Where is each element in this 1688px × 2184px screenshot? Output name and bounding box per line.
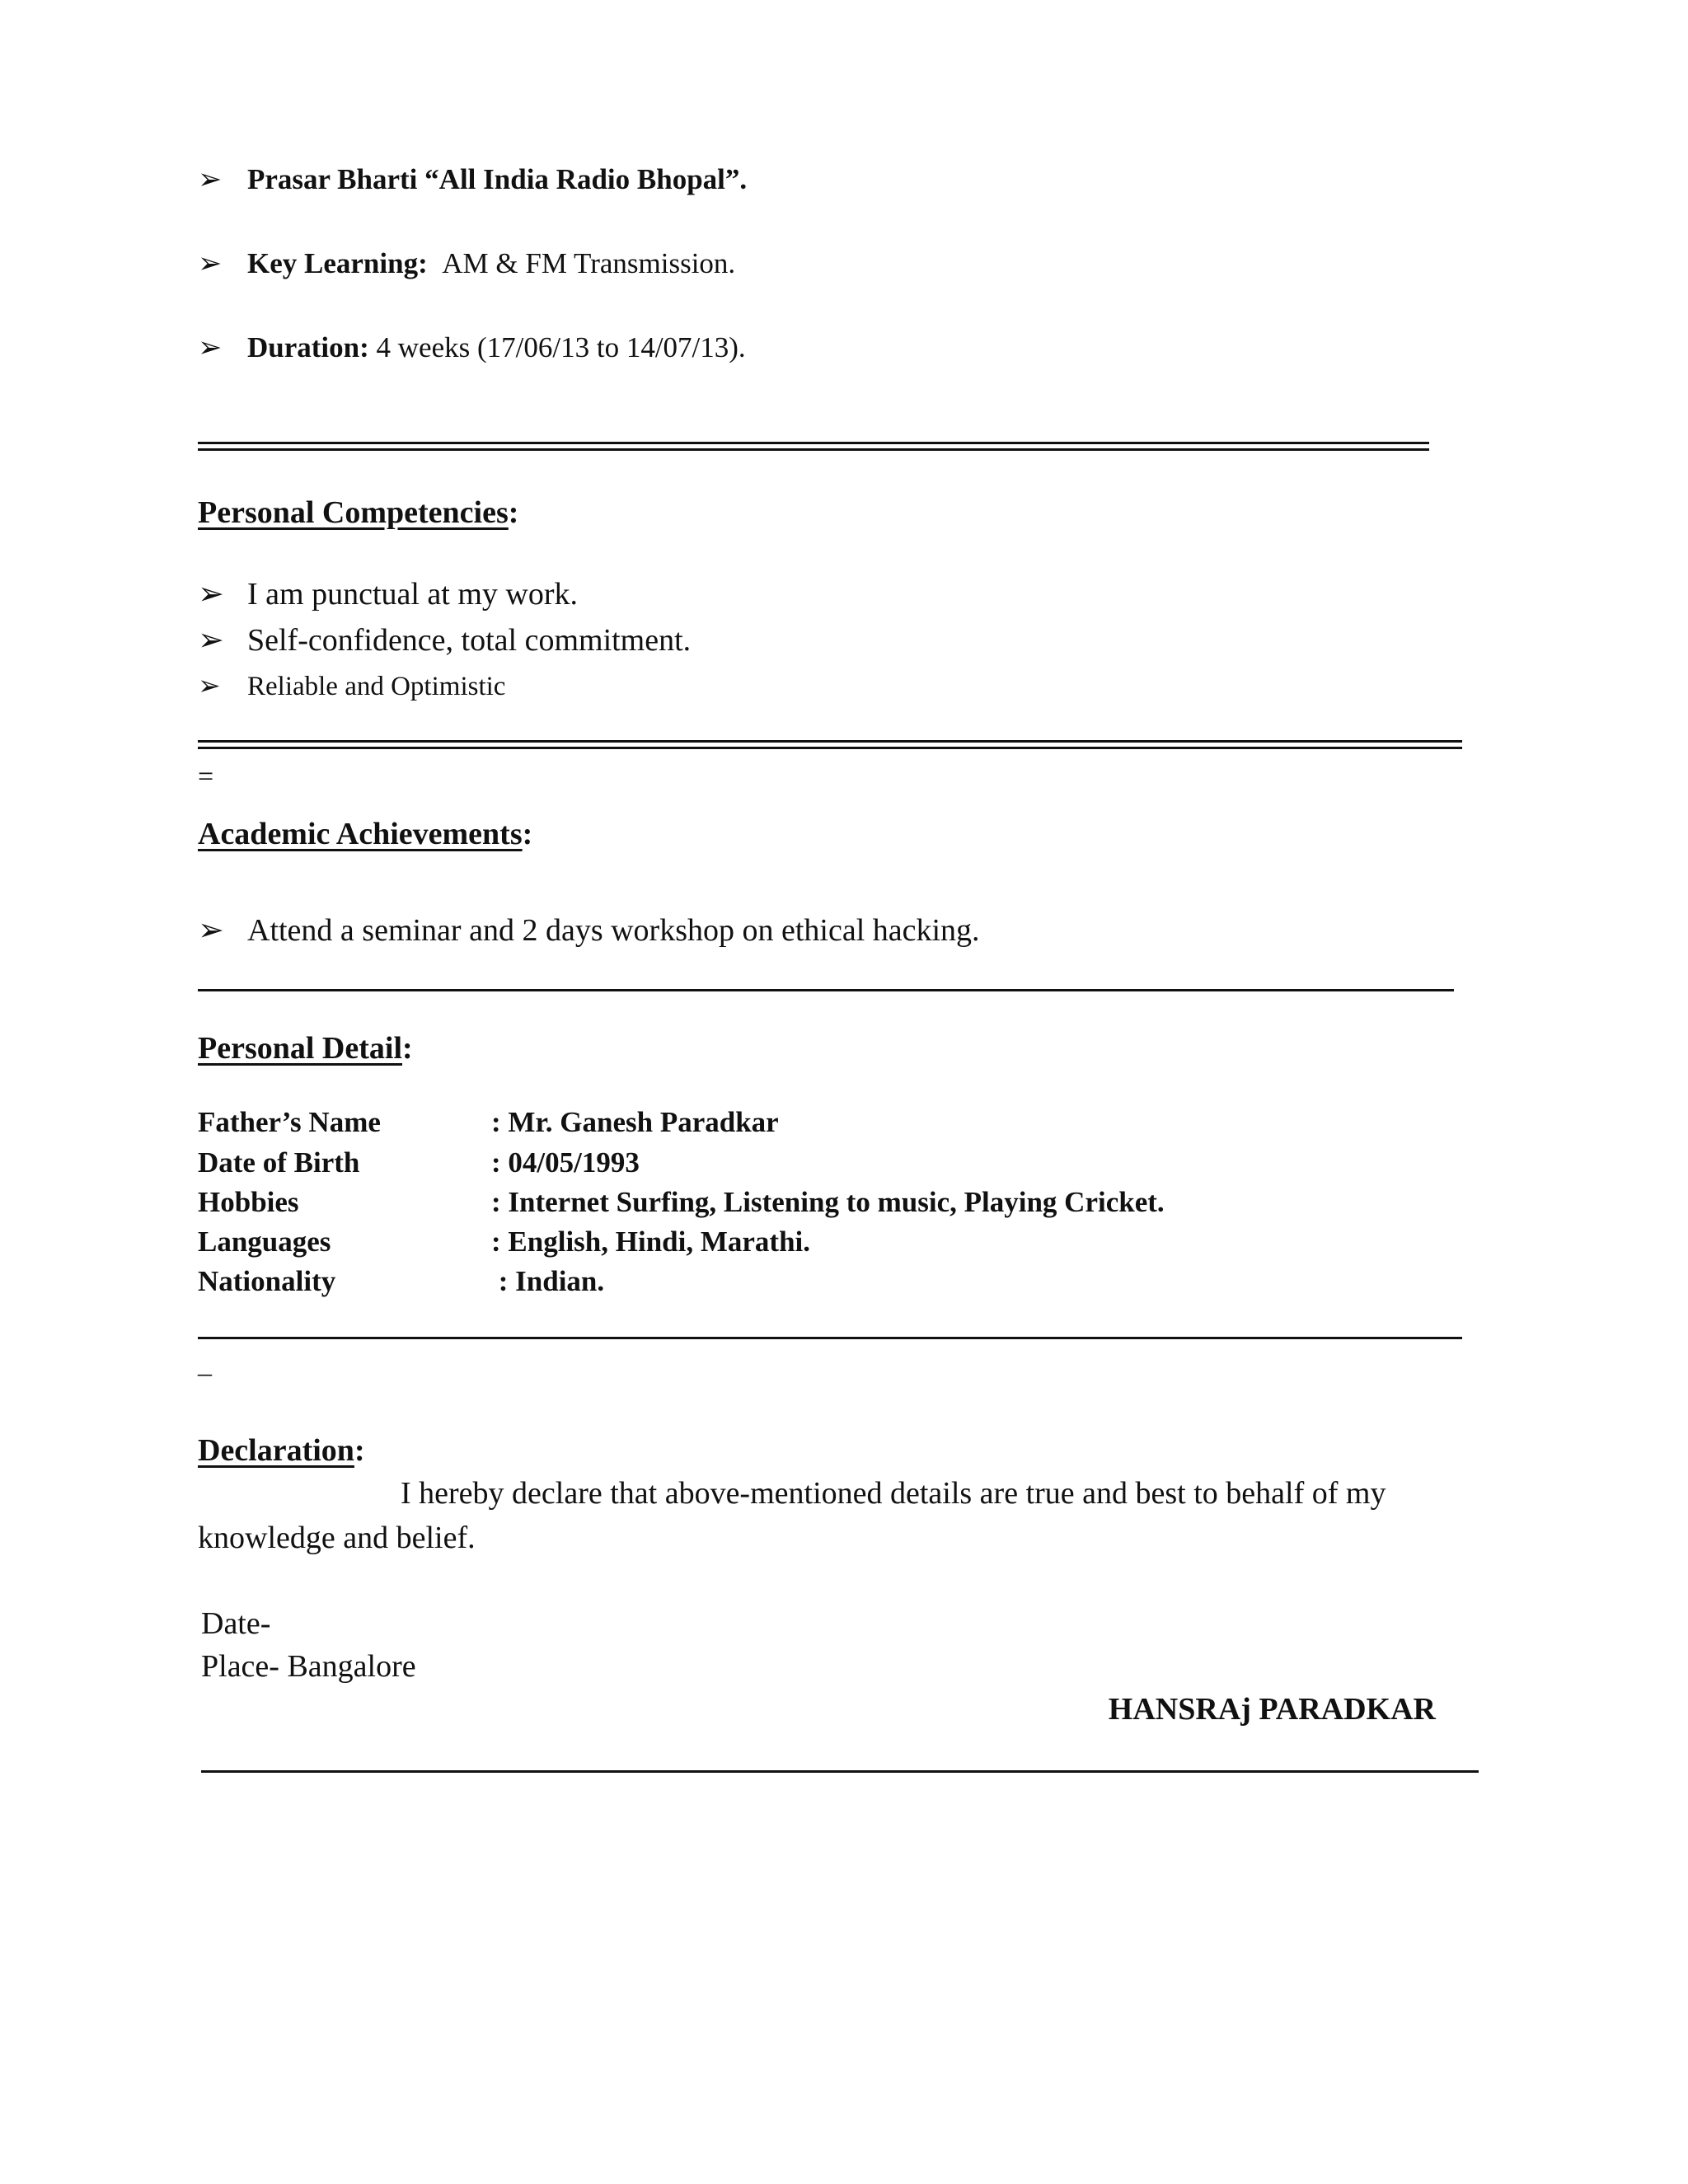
arrow-bullet-icon: ➢ bbox=[198, 247, 223, 280]
training-org-item bbox=[198, 163, 747, 196]
list-item bbox=[198, 621, 691, 658]
list-item bbox=[198, 669, 505, 702]
footer-divider bbox=[201, 1770, 1479, 1773]
section-divider bbox=[198, 740, 1462, 749]
arrow-bullet-icon: ➢ bbox=[198, 163, 223, 196]
detail-label: Languages bbox=[198, 1226, 331, 1258]
detail-value: : Internet Surfing, Listening to music, Playing Cricket. bbox=[491, 1186, 1165, 1218]
competency-text: Reliable and Optimistic bbox=[247, 672, 506, 701]
duration-label: Duration: bbox=[247, 331, 369, 363]
detail-row-fathers-name bbox=[198, 1106, 779, 1139]
academic-achievements-heading: Academic Achievements: bbox=[198, 817, 533, 851]
detail-value: : English, Hindi, Marathi. bbox=[491, 1226, 811, 1258]
section-divider bbox=[198, 442, 1429, 451]
training-org-name: “All India Radio Bhopal”. bbox=[424, 163, 748, 195]
signature-name: HANSRAj PARADKAR bbox=[1108, 1692, 1436, 1727]
detail-row-languages bbox=[198, 1226, 810, 1258]
place-label: Place- Bangalore bbox=[201, 1649, 416, 1684]
arrow-bullet-icon: ➢ bbox=[198, 912, 224, 948]
duration-value: 4 weeks (17/06/13 to 14/07/13). bbox=[376, 331, 746, 363]
detail-row-date-of-birth bbox=[198, 1146, 640, 1179]
declaration-line-1: I hereby declare that above-mentioned details are true and best to behalf of my bbox=[401, 1476, 1386, 1511]
achievement-text: Attend a seminar and 2 days workshop on ethical hacking. bbox=[247, 913, 980, 948]
detail-row-hobbies bbox=[198, 1186, 1165, 1219]
arrow-bullet-icon: ➢ bbox=[198, 575, 224, 612]
detail-label: Father’s Name bbox=[198, 1106, 381, 1138]
declaration-line-2: knowledge and belief. bbox=[198, 1521, 476, 1555]
personal-detail-heading: Personal Detail: bbox=[198, 1031, 413, 1066]
detail-value: : Mr. Ganesh Paradkar bbox=[491, 1106, 779, 1138]
arrow-bullet-icon: ➢ bbox=[198, 621, 224, 658]
stray-mark: _ bbox=[198, 1348, 212, 1379]
arrow-bullet-icon: ➢ bbox=[198, 669, 221, 701]
key-learning-value: AM & FM Transmission. bbox=[442, 247, 736, 279]
key-learning-label: Key Learning: bbox=[247, 247, 428, 279]
detail-value: : Indian. bbox=[491, 1265, 605, 1297]
list-item bbox=[198, 575, 578, 612]
detail-label: Hobbies bbox=[198, 1186, 299, 1218]
section-divider bbox=[198, 989, 1454, 991]
list-item bbox=[198, 912, 980, 949]
training-key-learning-item bbox=[198, 247, 735, 280]
arrow-bullet-icon: ➢ bbox=[198, 331, 223, 364]
date-label: Date- bbox=[201, 1606, 271, 1641]
detail-value: : 04/05/1993 bbox=[491, 1146, 640, 1179]
detail-row-nationality bbox=[198, 1265, 604, 1298]
competency-text: I am punctual at my work. bbox=[247, 577, 579, 612]
duration-text bbox=[247, 331, 746, 364]
training-org-text bbox=[247, 163, 747, 196]
detail-label: Nationality bbox=[198, 1265, 336, 1297]
personal-competencies-heading: Personal Competencies: bbox=[198, 495, 519, 530]
key-learning-text bbox=[247, 247, 735, 280]
declaration-heading: Declaration: bbox=[198, 1433, 365, 1468]
training-org-prefix: Prasar Bharti bbox=[247, 163, 418, 195]
section-divider bbox=[198, 1337, 1462, 1339]
stray-mark: = bbox=[198, 762, 214, 792]
training-duration-item bbox=[198, 331, 746, 364]
detail-label: Date of Birth bbox=[198, 1146, 360, 1179]
competency-text: Self-confidence, total commitment. bbox=[247, 623, 692, 658]
